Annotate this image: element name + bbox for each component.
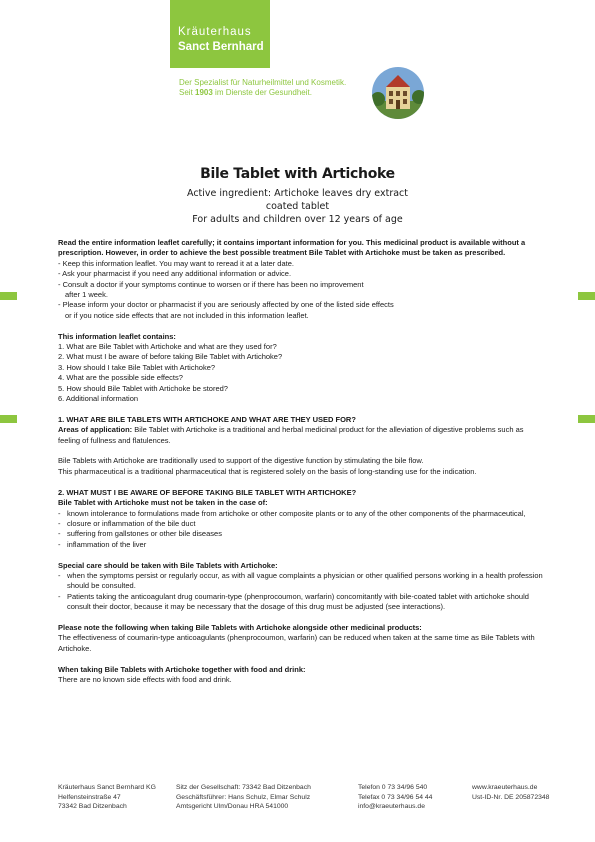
- tagline-pre: Seit: [179, 88, 196, 97]
- target-group: For adults and children over 12 years of age: [192, 214, 403, 225]
- brand-name-line2: Sanct Bernhard: [178, 41, 264, 53]
- footer-web: [472, 783, 549, 802]
- contents-heading: This information leaflet contains:: [58, 331, 176, 341]
- intro-item: - Keep this information leaflet. You may want to reread it at a later date.: [58, 258, 294, 268]
- footer-legal: [176, 783, 311, 812]
- margin-mark-left-2: [0, 415, 17, 423]
- special-care-item: - when the symptoms persist or regularly occur, as with all vague complaints a physician or other qualified persons working in a health profession should be consulted.: [58, 570, 543, 591]
- intro-item: - Please inform your doctor or pharmacist if you are seriously affected by one of the listed side effects: [58, 300, 394, 310]
- brand-name-line1: Kräuterhaus: [178, 26, 252, 38]
- section1-paragraph: Bile Tablets with Artichoke are traditionally used to support of the digestive function by stimulating the bile flow.: [58, 456, 424, 466]
- intro-item-cont: after 1 week.: [65, 290, 108, 300]
- interactions-heading: Please note the following when taking Bile Tablets with Artichoke alongside other medicinal products:: [58, 622, 422, 632]
- footer-vat-id: Ust-ID-Nr. DE 205872348: [472, 793, 550, 801]
- contents-item: 5. How should Bile Tablet with Artichoke be stored?: [58, 383, 228, 393]
- section1-paragraph: This pharmaceutical is a traditional pharmaceutical that is registered solely on the basis of long-standing use for the indication.: [58, 466, 477, 476]
- footer-email[interactable]: info@kraeuterhaus.de: [358, 803, 425, 810]
- contraindication-item: - inflammation of the liver: [58, 539, 147, 549]
- section1-heading: 1. WHAT ARE BILE TABLETS WITH ARTICHOKE AND WHAT ARE THEY USED FOR?: [58, 414, 356, 424]
- margin-mark-right-1: [578, 292, 595, 300]
- footer-managers: Geschäftsführer: Hans Schulz, Elmar Schulz: [176, 793, 311, 801]
- footer-website[interactable]: www.kraeuterhaus.de: [472, 784, 538, 791]
- intro-item-cont: or if you notice side effects that are not included in this information leaflet.: [65, 310, 309, 320]
- contents-item: 3. How should I take Bile Tablet with Artichoke?: [58, 362, 216, 372]
- contents-item: 2. What must I be aware of before taking Bile Tablet with Artichoke?: [58, 352, 283, 362]
- interactions-text: The effectiveness of coumarin-type anticoagulants (phenprocoumon, warfarin) can be reduced when taken at the same time as Bile Tablets with Artichoke.: [58, 633, 535, 653]
- application-label: Areas of application:: [58, 425, 133, 435]
- footer-seat: Sitz der Gesellschaft: 73342 Bad Ditzenbach: [176, 784, 311, 791]
- dosage-form: coated tablet: [265, 201, 330, 212]
- footer-city: 73342 Bad Ditzenbach: [58, 803, 127, 810]
- application-paragraph: [58, 425, 543, 446]
- contents-item: 6. Additional information: [58, 394, 139, 404]
- footer-register: Amtsgericht Ulm/Donau HRA 541000: [176, 803, 289, 810]
- section2-heading: 2. WHAT MUST I BE AWARE OF BEFORE TAKING BILE TABLET WITH ARTICHOKE?: [58, 487, 357, 497]
- application-text: Bile Tablet with Artichoke is a traditional and herbal medicinal product for the alleviation of digestive problems such as feeling of fullness and flatulences.: [58, 425, 524, 445]
- margin-mark-right-2: [578, 415, 595, 423]
- special-care-heading: Special care should be taken with Bile Tablets with Artichoke:: [58, 560, 278, 570]
- intro-item: - Consult a doctor if your symptoms continue to worsen or if there has been no improvement: [58, 279, 364, 289]
- footer-street: Helfensteinstraße 47: [58, 793, 121, 801]
- tagline-post: im Dienste der Gesundheit.: [212, 88, 312, 97]
- footer-address: [58, 783, 156, 812]
- food-heading: When taking Bile Tablets with Artichoke together with food and drink:: [58, 664, 306, 674]
- contents-item: 4. What are the possible side effects?: [58, 373, 183, 383]
- intro-bold: Read the entire information leaflet carefully; it contains important information for you. This medicinal product is available without a prescription. However, in order to achieve the best possible treatment Bile Tablet with Artichoke must be taken as prescribed.: [58, 238, 526, 258]
- margin-mark-left-1: [0, 292, 17, 300]
- tagline-year: 1903: [195, 88, 213, 97]
- footer-contact: [358, 783, 432, 812]
- intro-item: - Ask your pharmacist if you need any additional information or advice.: [58, 269, 292, 279]
- document-title: Bile Tablet with Artichoke: [200, 166, 395, 182]
- tagline-line2: [179, 88, 346, 98]
- special-care-item: - Patients taking the anticoagulant drug coumarin-type (phenprocoumon, warfarin) concomitantly with bile-coated tablet with artichoke should consult their doctor, because it may be necessary that the dosage of this drug must be adjusted (see interactions).: [58, 591, 529, 612]
- footer-fax: Telefax 0 73 34/96 54 44: [358, 793, 433, 801]
- contraindications-heading: Bile Tablet with Artichoke must not be taken in the case of:: [58, 498, 268, 508]
- contraindication-item: - suffering from gallstones or other bile diseases: [58, 529, 222, 539]
- tagline-line1: Der Spezialist für Naturheilmittel und Kosmetik.: [179, 78, 347, 87]
- brand-tagline: [179, 78, 346, 98]
- contraindication-item: - known intolerance to formulations made from artichoke or other composite plants or to any of the other components of the pharmaceutical,: [58, 508, 526, 518]
- contraindication-item: - closure or inflammation of the bile duct: [58, 518, 196, 528]
- food-text: There are no known side effects with food and drink.: [58, 674, 232, 684]
- footer-phone: Telefon 0 73 34/96 540: [358, 784, 428, 791]
- brand-logo: [170, 0, 270, 68]
- contents-item: 1. What are Bile Tablet with Artichoke and what are they used for?: [58, 342, 277, 352]
- footer-company: Kräuterhaus Sanct Bernhard KG: [58, 784, 156, 791]
- leaflet-body: [58, 238, 543, 685]
- building-photo: [372, 67, 424, 119]
- active-ingredient: Active ingredient: Artichoke leaves dry extract: [187, 188, 408, 199]
